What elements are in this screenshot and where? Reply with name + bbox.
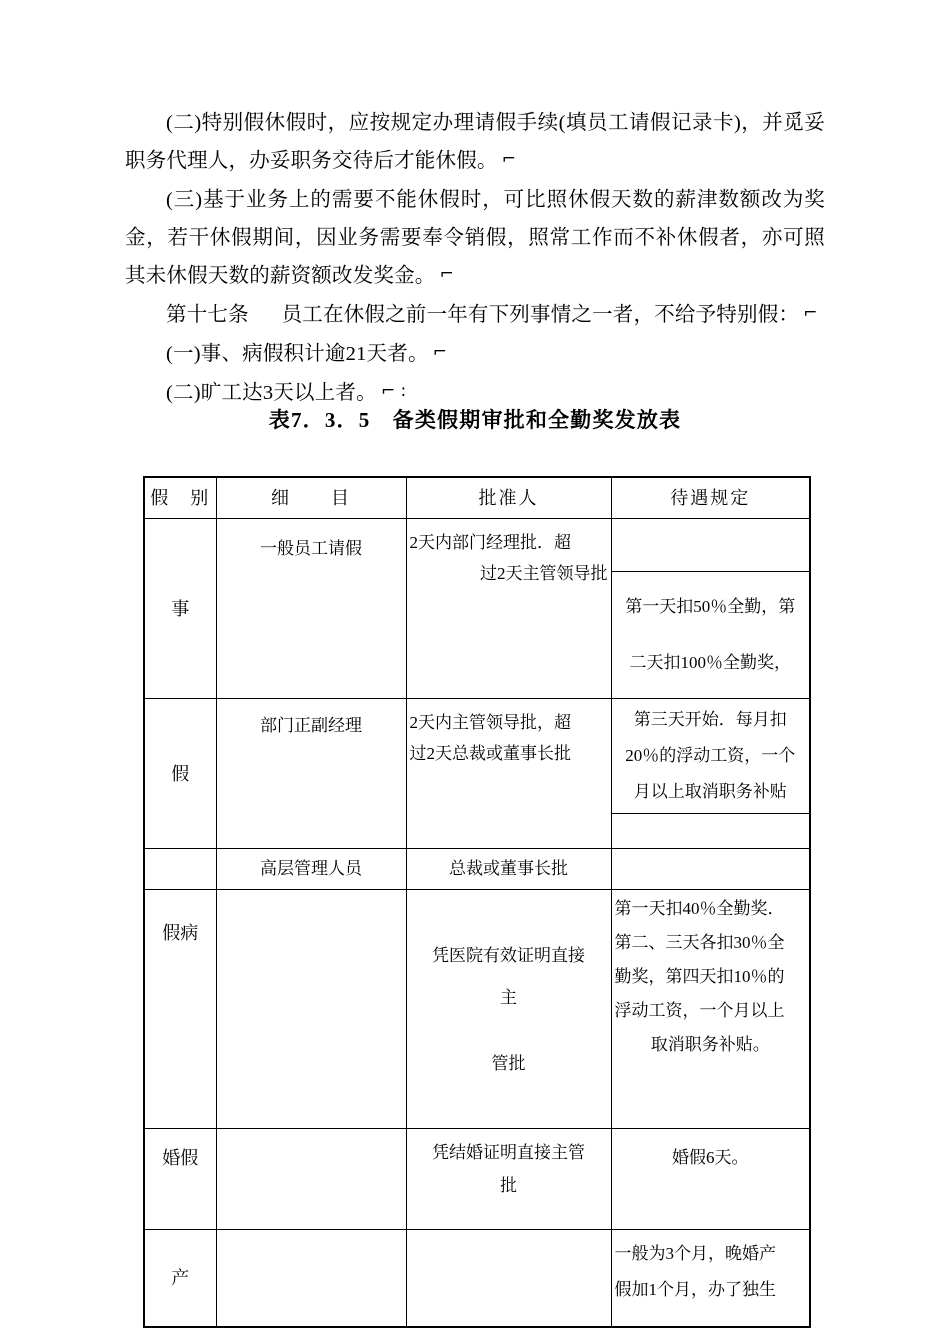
cell-category-sick: 假病 [144, 890, 216, 1129]
table-row [144, 1129, 810, 1230]
treatment-line-5: 取消职务补贴。 [650, 1035, 770, 1054]
table-title: 表7．3．5 备类假期审批和全勤奖发放表 [268, 408, 682, 432]
cell-treatment-spacer-top [611, 519, 810, 572]
approver-line-1: 2天内主管领导批，超 [409, 712, 571, 732]
treatment-line-2: 二天扣100％全勤奖， [629, 653, 791, 672]
cell-treatment-row2 [611, 699, 810, 814]
approver-filler [410, 590, 608, 690]
paragraph-3-line-2: 若干休假期间，因业务需要奉令销假，照常工作而不补休假者，亦可照其未休假 [125, 227, 826, 287]
cell-category-jia: 假 [144, 699, 216, 849]
treatment-line-2: 假加1个月，办了独生 [614, 1280, 776, 1299]
cell-approver-row1 [406, 519, 611, 699]
cell-category-marriage: 婚假 [144, 1129, 216, 1230]
article-body: 员工在休假之前一年有下列事情之一者，不给予特别假： [281, 304, 800, 326]
header-leave-type: 假 别 [144, 477, 216, 519]
body-text [125, 104, 825, 413]
cell-treatment-row3 [611, 849, 810, 890]
cell-detail-general-staff [216, 519, 406, 699]
item-1-text: (一)事、病假积计逾21天者。 [166, 343, 429, 365]
treatment-line-1: 一般为3个月，晚婚产 [614, 1244, 776, 1263]
approver-line-1: 凭医院有效证明直接 [432, 946, 585, 965]
cell-approver-maternity [406, 1230, 611, 1328]
table-header-row [144, 477, 810, 519]
paragraph-2 [125, 104, 825, 181]
cell-treatment-marriage: 婚假6天。 [611, 1129, 810, 1230]
approver-filler [410, 770, 608, 840]
cell-treatment-spacer-mid [611, 814, 810, 849]
header-treatment: 待遇规定 [611, 477, 810, 519]
paragraph-17-item-1 [125, 335, 825, 374]
treatment-line-1: 第一天扣50％全勤，第 [625, 597, 796, 616]
detail-text: 一般员工请假 [260, 538, 362, 558]
treatment-line-4: 浮动工资，一个月以上 [614, 1001, 785, 1020]
treatment-line-1: 第三天开始．每月扣 [633, 710, 787, 729]
treatment-line-2: 第二、三天各扣30％全 [614, 933, 785, 952]
approver-line-2: 主 [500, 988, 517, 1007]
treatment-line-2: 20％的浮动工资，一个 [625, 746, 796, 765]
table-row [144, 519, 810, 572]
header-detail: 细 目 [216, 477, 406, 519]
paragraph-mark: ⌐ [501, 149, 516, 169]
detail-text: 部门正副经理 [260, 716, 362, 735]
header-approver: 批准人 [406, 477, 611, 519]
paragraph-2-line-2: 务代理人，办妥职务交待后才能休假。 [145, 150, 498, 172]
table-row [144, 1230, 810, 1328]
paragraph-mark: ⌐ [803, 303, 818, 323]
treatment-line-1: 第一天扣40％全勤奖． [614, 899, 785, 918]
cell-detail-senior-management: 高层管理人员 [216, 849, 406, 890]
cell-approver-marriage [406, 1129, 611, 1230]
approver-gap [410, 1018, 608, 1044]
approver-line-2: 过2天主管领导批 [480, 563, 608, 583]
treatment-line-3: 勤奖，第四天扣10％的 [614, 967, 785, 986]
table-row [144, 849, 810, 890]
cell-detail-dept-manager [216, 699, 406, 849]
article-number: 第十七条 [166, 304, 249, 326]
detail-filler [220, 741, 403, 836]
cell-approver-row2 [406, 699, 611, 849]
paragraph-2-line-1: (二)特别假休假时，应按规定办理请假手续(填员工请假记录卡)，并觅妥职 [125, 112, 825, 172]
cell-treatment-maternity [611, 1230, 810, 1328]
treatment-line-3: 月以上取消职务补贴 [633, 782, 787, 801]
table-row [144, 699, 810, 814]
leave-approval-table [143, 476, 811, 1328]
paragraph-3-line-1: (三)基于业务上的需要不能休假时，可比照休假天数的薪津数额改为奖金， [125, 189, 825, 249]
cell-approver-sick [406, 890, 611, 1129]
approver-line-2: 批 [500, 1176, 517, 1195]
approver-line-3: 管批 [491, 1054, 526, 1073]
item-2-text: (二)旷工达3天以上者。 [166, 382, 377, 404]
cell-detail-marriage [216, 1129, 406, 1230]
paragraph-mark: ⌐ [439, 264, 454, 284]
cell-category-maternity: 产 [144, 1230, 216, 1328]
approver-line-1: 凭结婚证明直接主管 [432, 1143, 585, 1162]
cell-treatment-row1 [611, 572, 810, 699]
paragraph-mark-colon: ⌐ : [380, 381, 407, 401]
approver-line-2: 过2天总裁或董事长批 [409, 743, 571, 763]
paragraph-mark: ⌐ [432, 342, 447, 362]
paragraph-article-17 [125, 296, 825, 335]
table-row [144, 890, 810, 1129]
paragraph-3 [125, 181, 825, 296]
detail-filler [220, 564, 403, 684]
cell-detail-maternity [216, 1230, 406, 1328]
cell-treatment-sick [611, 890, 810, 1129]
leave-approval-table-wrapper [143, 476, 809, 1299]
cell-category-empty [144, 849, 216, 890]
cell-approver-row3: 总裁或董事长批 [406, 849, 611, 890]
paragraph-3-line-3: 天数的薪资额改发奖金。 [207, 265, 436, 287]
cell-detail-sick [216, 890, 406, 1129]
cell-category-shi: 事 [144, 519, 216, 699]
approver-line-1: 2天内部门经理批．超 [409, 532, 571, 552]
